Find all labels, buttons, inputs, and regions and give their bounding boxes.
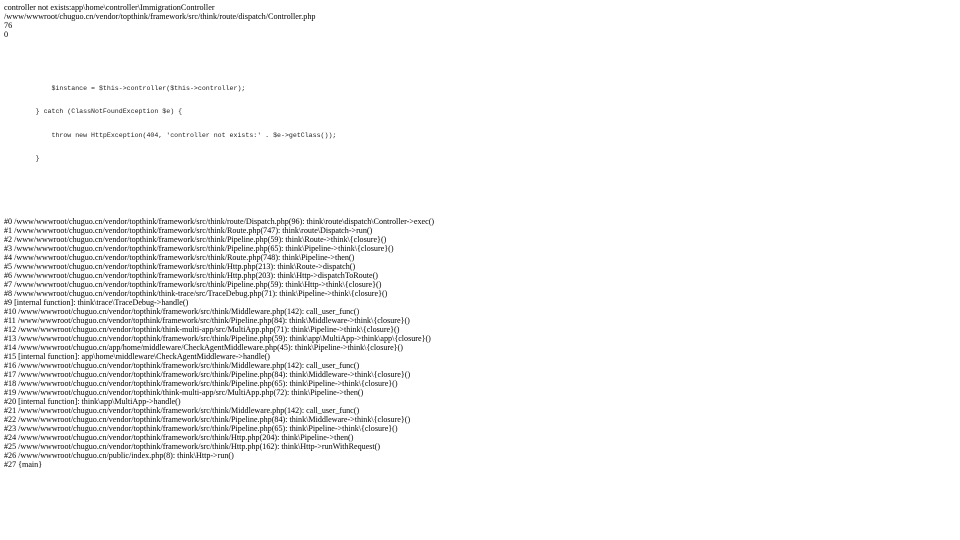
trace-line: #26 /www/wwwroot/chuguo.cn/public/index.php(8): think\Http->run()	[4, 450, 234, 460]
trace-line: #19 /www/wwwroot/chuguo.cn/vendor/topthink/think-multi-app/src/MultiApp.php(72): think\Pipeline->then()	[4, 387, 364, 397]
trace-line: #17 /www/wwwroot/chuguo.cn/vendor/topthink/framework/src/think/Pipeline.php(84): think\Middleware->think\{closure}()	[4, 369, 411, 379]
error-file-path: /www/wwwroot/chuguo.cn/vendor/topthink/framework/src/think/route/dispatch/Controller.php	[4, 12, 316, 21]
trace-line: #18 /www/wwwroot/chuguo.cn/vendor/topthink/framework/src/think/Pipeline.php(65): think\Pipeline->think\{closure}()	[4, 378, 398, 388]
source-line	[4, 62, 960, 70]
trace-line: #6 /www/wwwroot/chuguo.cn/vendor/topthink/framework/src/think/Http.php(203): think\Http->dispatchToRoute()	[4, 270, 379, 280]
trace-line: #23 /www/wwwroot/chuguo.cn/vendor/topthink/framework/src/think/Pipeline.php(65): think\Pipeline->think\{closure}()	[4, 423, 398, 433]
trace-line: #24 /www/wwwroot/chuguo.cn/vendor/topthink/framework/src/think/Http.php(204): think\Pipeline->then()	[4, 432, 354, 442]
trace-line: #13 /www/wwwroot/chuguo.cn/vendor/topthink/framework/src/think/Pipeline.php(59): think\app\MultiApp->think\app\{closure}()	[4, 333, 431, 343]
trace-line: #1 /www/wwwroot/chuguo.cn/vendor/topthink/framework/src/think/Route.php(747): think\route\Dispatch->run()	[4, 225, 373, 235]
source-code-snippet	[4, 46, 960, 179]
trace-line: #22 /www/wwwroot/chuguo.cn/vendor/topthink/framework/src/think/Pipeline.php(84): think\Middleware->think\{closure}()	[4, 414, 411, 424]
trace-line: #14 /www/wwwroot/chuguo.cn/app/home/middleware/CheckAgentMiddleware.php(45): think\Pipeline->think\{closure}()	[4, 342, 403, 352]
trace-line: #21 /www/wwwroot/chuguo.cn/vendor/topthink/framework/src/think/Middleware.php(142): call_user_func()	[4, 405, 360, 415]
source-line: } catch (ClassNotFoundException $e) {	[4, 108, 183, 116]
trace-line: #20 [internal function]: think\app\MultiApp->handle()	[4, 396, 181, 406]
trace-line: #3 /www/wwwroot/chuguo.cn/vendor/topthink/framework/src/think/Pipeline.php(65): think\Pipeline->think\{closure}()	[4, 243, 394, 253]
trace-line: #15 [internal function]: app\home\middleware\CheckAgentMiddleware->handle()	[4, 351, 270, 361]
trace-line: #10 /www/wwwroot/chuguo.cn/vendor/topthink/framework/src/think/Middleware.php(142): call_user_func()	[4, 306, 360, 316]
source-line: throw new HttpException(404, 'controller not exists:' . $e->getClass());	[4, 131, 337, 139]
trace-line: #5 /www/wwwroot/chuguo.cn/vendor/topthink/framework/src/think/Http.php(213): think\Route->dispatch()	[4, 261, 356, 271]
trace-line: #2 /www/wwwroot/chuguo.cn/vendor/topthink/framework/src/think/Pipeline.php(59): think\Route->think\{closure}()	[4, 234, 387, 244]
trace-line: #27 {main}	[4, 459, 43, 469]
trace-line: #9 [internal function]: think\trace\TraceDebug->handle()	[4, 297, 189, 307]
trace-line: #16 /www/wwwroot/chuguo.cn/vendor/topthink/framework/src/think/Middleware.php(142): call_user_func()	[4, 360, 360, 370]
trace-line: #25 /www/wwwroot/chuguo.cn/vendor/topthink/framework/src/think/Http.php(162): think\Http->runWithRequest()	[4, 441, 381, 451]
error-code: 0	[4, 30, 9, 39]
stack-trace	[4, 217, 960, 469]
trace-line: #8 /www/wwwroot/chuguo.cn/vendor/topthink/think-trace/src/TraceDebug.php(71): think\Pipeline->think\{closure}()	[4, 288, 388, 298]
trace-line: #4 /www/wwwroot/chuguo.cn/vendor/topthink/framework/src/think/Route.php(748): think\Pipeline->then()	[4, 252, 355, 262]
source-line: }	[4, 155, 40, 163]
source-line: $instance = $this->controller($this->controller);	[4, 84, 246, 92]
trace-line: #7 /www/wwwroot/chuguo.cn/vendor/topthink/framework/src/think/Pipeline.php(59): think\Http->think\{closure}()	[4, 279, 382, 289]
error-line-number: 76	[4, 21, 13, 30]
trace-line: #0 /www/wwwroot/chuguo.cn/vendor/topthink/framework/src/think/route/Dispatch.php(96): think\route\dispatch\Controller->exec()	[4, 216, 435, 226]
error-message: controller not exists:app\home\controller\ImmigrationController	[4, 3, 215, 12]
trace-line: #12 /www/wwwroot/chuguo.cn/vendor/topthink/think-multi-app/src/MultiApp.php(71): think\Pipeline->think\{closure}()	[4, 324, 400, 334]
trace-line: #11 /www/wwwroot/chuguo.cn/vendor/topthink/framework/src/think/Pipeline.php(84): think\Middleware->think\{closure}()	[4, 315, 410, 325]
